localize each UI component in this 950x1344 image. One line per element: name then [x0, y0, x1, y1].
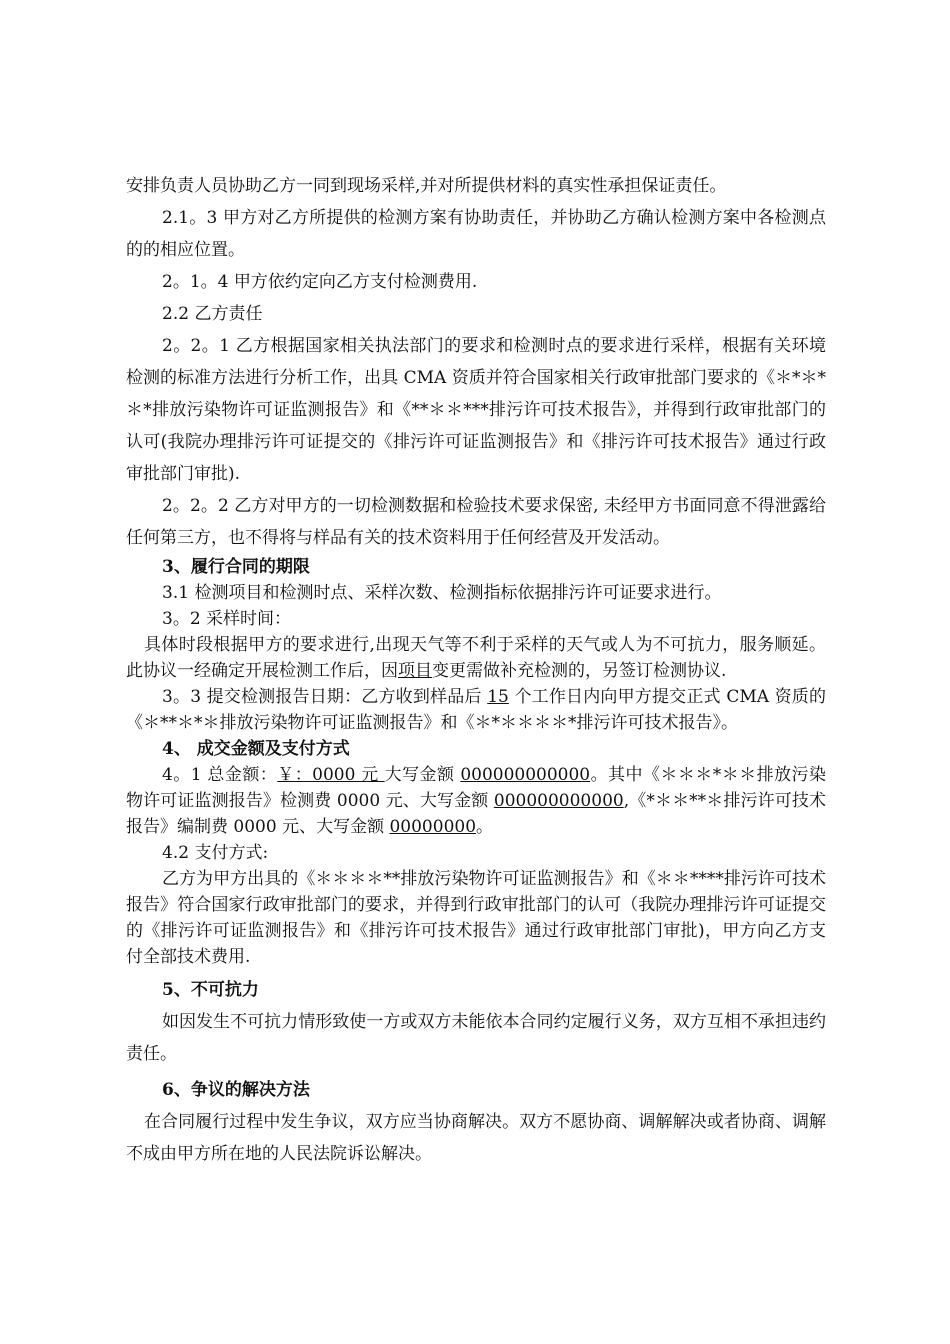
- text-segment: 变更需做补充检测的，另签订检测协议.: [432, 661, 727, 681]
- paragraph-3-3: [126, 684, 826, 736]
- paragraph-force-majeure: 如因发生不可抗力情形致使一方或双方未能依本合同约定履行义务，双方互相不承担违约责任。: [126, 1012, 826, 1064]
- underlined-word-project: 项目: [398, 661, 432, 681]
- heading-section-5: 5、不可抗力: [162, 980, 259, 1000]
- paragraph-3-2: 3。2 采样时间：: [162, 609, 292, 629]
- paragraph-2-2-1: 2。2。1 乙方根据国家相关执法部门的要求和检测时点的要求进行采样，根据有关环境检测的标准方法进行分析工作，出具 CMA 资质并符合国家相关行政审批部门要求的《＊*＊*＊*排放污染物许可证监测报告》和《**＊＊***排污许可技术报告》，并得到行政审批部门的认可(我院办理排污许可证提交的《排污许可证监测报告》和《排污许可技术报告》通过行政审批部门审批).: [126, 336, 826, 484]
- underlined-amount-words-2: 000000000000: [493, 791, 624, 811]
- paragraph-3-1: 3.1 检测项目和检测时点、采样次数、检测指标依据排污许可证要求进行。: [162, 583, 722, 603]
- paragraph-2-2: 2.2 乙方责任: [162, 304, 263, 324]
- paragraph-dispute-resolution: 在合同履行过程中发生争议，双方应当协商解决。双方不愿协商、调解解决或者协商、调解不成由甲方所在地的人民法院诉讼解决。: [126, 1112, 826, 1164]
- text-segment: 4。1 总金额：: [162, 765, 278, 785]
- heading-section-3: 3、履行合同的期限: [162, 557, 310, 577]
- paragraph-sampling-time: [126, 632, 826, 684]
- text-segment: 具体时段根据甲方的要求进行,出现天气等不利于采样的天气或人为不可抗力，服务顺延。此协议一经确定开展检测工作后，因: [126, 635, 826, 681]
- paragraph-1: 安排负责人员协助乙方一同到现场采样,并对所提供材料的真实性承担保证责任。: [126, 176, 727, 196]
- paragraph-payment-terms: 乙方为甲方出具的《＊＊＊＊**排放污染物许可证监测报告》和《＊＊****排污许可技术报告》符合国家行政审批部门的要求，并得到行政审批部门的认可（我院办理排污许可证提交的《排污许可证监测报告》和《排污许可技术报告》通过行政审批部门审批)，甲方向乙方支付全部技术费用.: [126, 869, 826, 967]
- text-segment: 。其中《＊＊＊*＊＊排放污染物许可证监测报告》检测费 0000 元、大写金额: [126, 765, 827, 811]
- paragraph-4-2: 4.2 支付方式:: [162, 843, 269, 863]
- text-segment: 个工作日内向甲方提交正式 CMA 资质的《＊**＊*＊排放污染物许可证监测报告》和《＊*＊＊＊＊*排污许可技术报告》。: [126, 687, 826, 733]
- text-segment: ,《*＊＊**＊排污许可技术报告》编制费 0000 元、大写金额: [126, 791, 826, 837]
- heading-section-4: 4、 成交金额及支付方式: [162, 739, 350, 759]
- underlined-total-amount: ￥：0000 元: [277, 765, 385, 785]
- paragraph-2-2-2: 2。2。2 乙方对甲方的一切检测数据和检验技术要求保密, 未经甲方书面同意不得泄露给任何第三方，也不得将与样品有关的技术资料用于任何经营及开发活动。: [126, 496, 826, 548]
- paragraph-4-1: [126, 762, 826, 840]
- underlined-amount-words: 000000000000: [460, 765, 591, 785]
- text-segment: 大写金额: [384, 765, 461, 785]
- underlined-days: 15: [487, 687, 509, 707]
- paragraph-2-1-4: 2。1。4 甲方依约定向乙方支付检测费用.: [162, 272, 478, 292]
- text-segment: 3。3 提交检测报告日期：乙方收到样品后: [162, 687, 488, 707]
- underlined-amount-words-3: 00000000: [389, 817, 477, 837]
- text-segment: 。: [476, 817, 494, 837]
- paragraph-2-1-3: 2.1。3 甲方对乙方所提供的检测方案有协助责任，并协助乙方确认检测方案中各检测点的的相应位置。: [126, 208, 826, 260]
- heading-section-6: 6、争议的解决方法: [162, 1080, 310, 1100]
- document-page: [126, 170, 826, 1170]
